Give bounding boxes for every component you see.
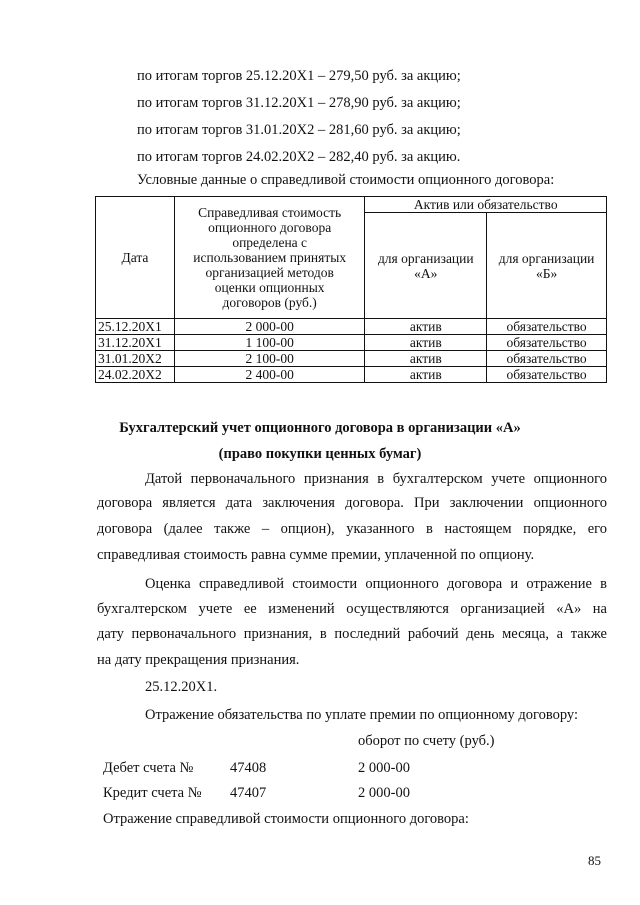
row-org-a: актив (365, 335, 487, 351)
row-date: 31.12.20Х1 (96, 335, 175, 351)
debit-label: Дебет счета № (103, 760, 194, 776)
row-value: 2 100-00 (174, 351, 364, 367)
debit-amount: 2 000-00 (358, 760, 410, 776)
header-org-a: для организации «А» (365, 213, 487, 319)
credit-account: 47407 (230, 785, 267, 801)
para2-line-3: дату первоначального признания, в последний рабочий день месяца, а также (97, 626, 607, 642)
row-value: 1 100-00 (174, 335, 364, 351)
row-date: 24.02.20Х2 (96, 367, 175, 383)
debit-account: 47408 (230, 760, 267, 776)
para1-line-3: договора (далее также – опцион), указанного в настоящем порядке, его (97, 521, 607, 537)
row-org-b: обязательство (487, 319, 607, 335)
para2-line-2: бухгалтерском учете ее изменений осуществляются организацией «А» на (97, 601, 607, 617)
header-org-b: для организации «Б» (487, 213, 607, 319)
fair-value-line: Отражение справедливой стоимости опционного договора: (103, 811, 469, 827)
row-value: 2 000-00 (174, 319, 364, 335)
row-org-b: обязательство (487, 351, 607, 367)
para1-line-1: Датой первоначального признания в бухгалтерском учете опционного (145, 471, 607, 487)
row-date: 25.12.20Х1 (96, 319, 175, 335)
header-asset-liability: Актив или обязательство (365, 197, 607, 213)
obligation-line: Отражение обязательства по уплате премии по опционному договору: (145, 707, 579, 723)
table-row (96, 335, 607, 351)
turnover-label: оборот по счету (руб.) (358, 733, 495, 749)
table-row (96, 367, 607, 383)
row-org-a: актив (365, 351, 487, 367)
para2-line-4: на дату прекращения признания. (97, 652, 300, 668)
intro-line-1: по итогам торгов 25.12.20Х1 – 279,50 руб. за акцию; (137, 68, 461, 84)
row-date: 31.01.20Х2 (96, 351, 175, 367)
para1-line-2: договора является дата заключения договора. При заключении опционного (97, 495, 607, 511)
row-org-b: обязательство (487, 367, 607, 383)
header-fair-value: Справедливая стоимость опционного договора определена с использованием принятых организацией методов оценки опционных договоров (руб.) (174, 197, 364, 319)
header-date: Дата (96, 197, 175, 319)
intro-line-4: по итогам торгов 24.02.20Х2 – 282,40 руб. за акцию. (137, 149, 461, 165)
fair-value-table (95, 196, 607, 383)
credit-amount: 2 000-00 (358, 785, 410, 801)
row-value: 2 400-00 (174, 367, 364, 383)
intro-line-2: по итогам торгов 31.12.20Х1 – 278,90 руб. за акцию; (137, 95, 461, 111)
credit-label: Кредит счета № (103, 785, 202, 801)
table-row (96, 319, 607, 335)
row-org-a: актив (365, 319, 487, 335)
entry-date: 25.12.20Х1. (145, 679, 218, 695)
section-subheading: (право покупки ценных бумаг) (218, 446, 422, 462)
section-heading: Бухгалтерский учет опционного договора в организации «А» (119, 420, 521, 436)
para1-line-4: справедливая стоимость равна сумме премии, уплаченной по опциону. (97, 547, 535, 563)
para2-line-1: Оценка справедливой стоимости опционного договора и отражение в (145, 576, 607, 592)
row-org-a: актив (365, 367, 487, 383)
table-row (96, 351, 607, 367)
row-org-b: обязательство (487, 335, 607, 351)
table-caption: Условные данные о справедливой стоимости опционного договора: (137, 172, 555, 188)
page-number: 85 (588, 853, 601, 868)
intro-line-3: по итогам торгов 31.01.20Х2 – 281,60 руб. за акцию; (137, 122, 461, 138)
